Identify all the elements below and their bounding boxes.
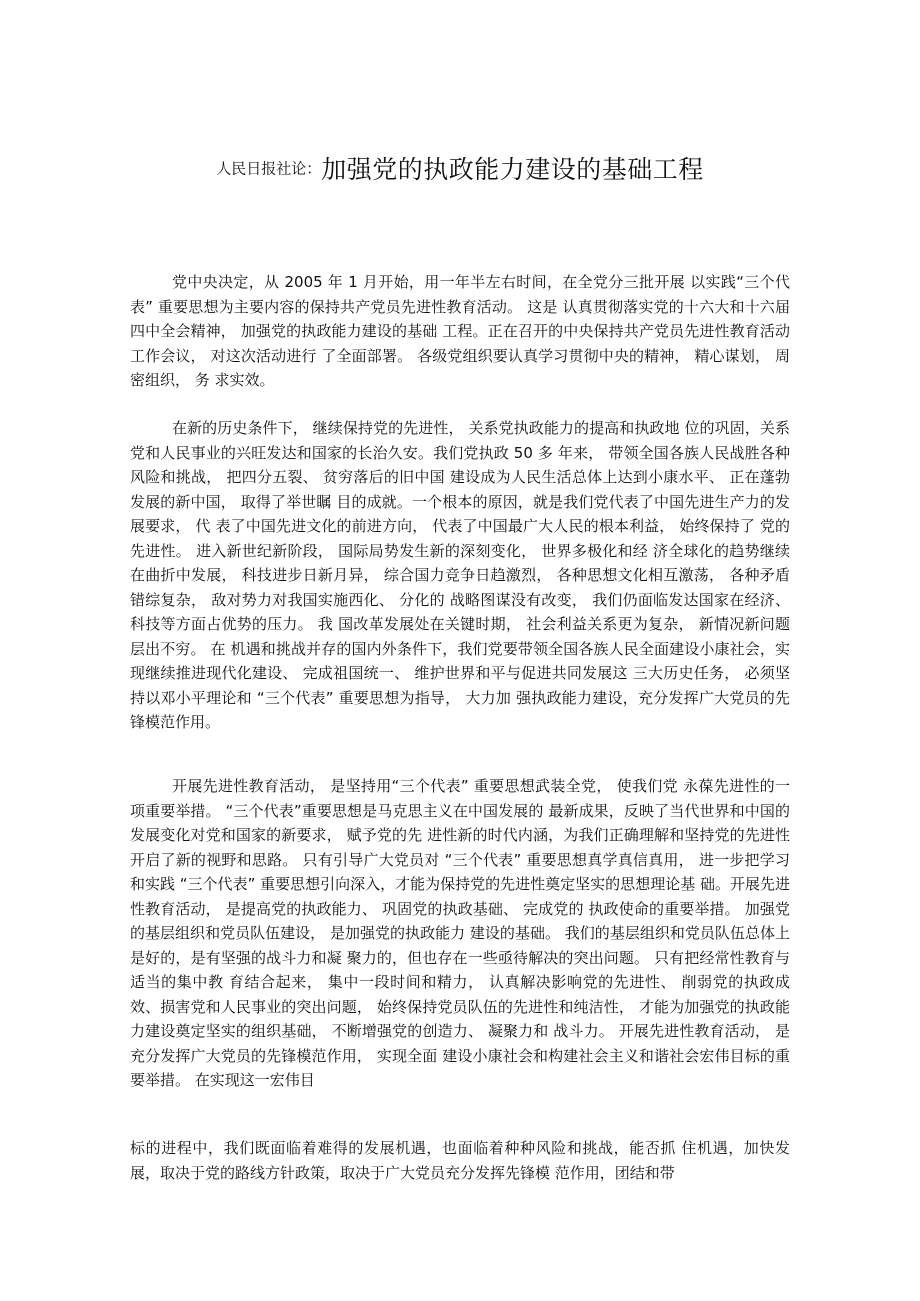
title-prefix: 人民日报社论： — [216, 159, 322, 178]
paragraph-1: 党中央决定，从 2005 年 1 月开始，用一年半左右时间，在全党分三批开展 以实践“三个代表” 重要思想为主要内容的保持共产党员先进性教育活动。 这是 认真贯彻落实党的十六大和十六届四中全会精神， 加强党的执政能力建设的基础 工程。正在召开的中央保持共产党员先进性教育活动工作会议， 对这次活动进行 了全面部署。 各级党组织要认真学习贯彻中央的精神， 精心谋划， 周密组织， 务 求实效。 — [130, 273, 790, 389]
article-title — [0, 150, 920, 186]
paragraph-3: 开展先进性教育活动， 是坚持用“三个代表” 重要思想武装全党， 使我们党 永葆先进性的一项重要举措。 “三个代表”重要思想是马克思主义在中国发展的 最新成果，反映了当代世界和中国的发展变化对党和国家的新要求， 赋予党的先 进性新的时代内涵，为我们正确理解和坚持党的先进性开启了新的视野和思路。 只有引导广大党员对 “三个代表” 重要思想真学真信真用， 进一步把学习和实践 “三个代表” 重要思想引向深入，才能为保持党的先进性奠定坚实的思想理论基 础。开展先进性教育活动， 是提高党的执政能力、 巩固党的执政基础、 完成党的 执政使命的重要举措。 加强党的基层组织和党员队伍建设， 是加强党的执政能力 建设的基础。 我们的基层组织和党员队伍总体上是好的，是有坚强的战斗力和凝 聚力的，但也存在一些亟待解决的突出问题。 只有把经常性教育与适当的集中教 育结合起来， 集中一段时间和精力， 认真解决影响党的先进性、 削弱党的执政成 效、损害党和人民事业的突出问题， 始终保持党员队伍的先进性和纯洁性， 才能为加强党的执政能力建设奠定坚实的组织基础， 不断增强党的创造力、 凝聚力和 战斗力。 开展先进性教育活动， 是充分发挥广大党员的先锋模范作用， 实现全面 建设小康社会和构建社会主义和谐社会宏伟目标的重要举措。 在实现这一宏伟目 — [130, 777, 790, 1089]
paragraph-4: 标的进程中，我们既面临着难得的发展机遇，也面临着种种风险和挑战，能否抓 住机遇，加快发展，取决于党的路线方针政策，取决于广大党员充分发挥先锋模 范作用，团结和带 — [130, 1139, 790, 1182]
paragraph-2: 在新的历史条件下， 继续保持党的先进性， 关系党执政能力的提高和执政地 位的巩固，关系党和人民事业的兴旺发达和国家的长治久安。我们党执政 50 多 年来， 带领全国各族人民战胜各种风险和挑战， 把四分五裂、 贫穷落后的旧中国 建设成为人民生活总体上达到小康水平、 正在蓬勃发展的新中国， 取得了举世瞩 目的成就。一个根本的原因，就是我们党代表了中国先进生产力的发展要求， 代 表了中国先进文化的前进方向， 代表了中国最广大人民的根本利益， 始终保持了 党的先进性。 进入新世纪新阶段， 国际局势发生新的深刻变化， 世界多极化和经 济全球化的趋势继续在曲折中发展， 科技进步日新月异， 综合国力竞争日趋激烈， 各种思想文化相互激荡， 各种矛盾错综复杂， 敌对势力对我国实施西化、 分化的 战略图谋没有改变， 我们仍面临发达国家在经济、 科技等方面占优势的压力。 我 国改革发展处在关键时期， 社会利益关系更为复杂， 新情况新问题层出不穷。 在 机遇和挑战并存的国内外条件下，我们党要带领全国各族人民全面建设小康社会，实现继续推进现代化建设、 完成祖国统一、 维护世界和平与促进共同发展这 三大历史任务， 必须坚持以邓小平理论和 “三个代表” 重要思想为指导， 大力加 强执政能力建设，充分发挥广大党员的先锋模范作用。 — [130, 419, 790, 731]
title-main: 加强党的执政能力建设的基础工程 — [321, 155, 704, 184]
